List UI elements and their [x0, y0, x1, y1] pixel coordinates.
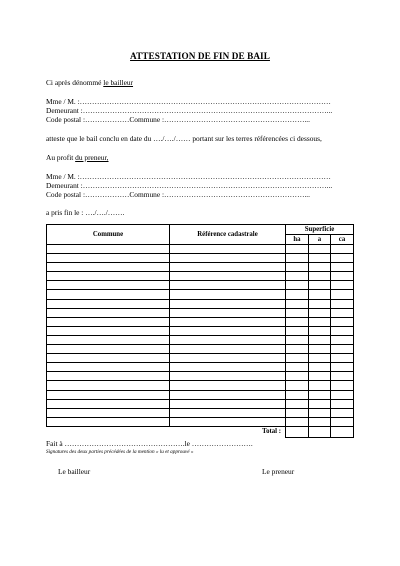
table-row	[47, 345, 354, 354]
column-a: a	[309, 235, 331, 245]
benefit-role: du preneur,	[75, 153, 109, 162]
ca-cell[interactable]	[331, 363, 354, 372]
lease-statement: atteste que le bail conclu en date du …./…./…… portant sur les terres référencées ci dessous,	[46, 134, 322, 143]
table-row	[47, 254, 354, 263]
commune-cell[interactable]	[47, 363, 170, 372]
ha-cell[interactable]	[286, 326, 309, 335]
table-row	[47, 245, 354, 254]
a-cell[interactable]	[309, 263, 331, 272]
reference-cell[interactable]	[170, 345, 286, 354]
reference-cell[interactable]	[170, 281, 286, 290]
total-ha-cell	[286, 426, 309, 437]
ca-cell[interactable]	[331, 326, 354, 335]
table-row	[47, 408, 354, 417]
reference-cell[interactable]	[170, 263, 286, 272]
table-body	[47, 245, 354, 427]
ha-cell[interactable]	[286, 290, 309, 299]
a-cell[interactable]	[309, 363, 331, 372]
table-row	[47, 354, 354, 363]
total-ca-cell	[331, 426, 354, 437]
table-row	[47, 399, 354, 408]
ha-cell[interactable]	[286, 372, 309, 381]
tenant-address-field: Demeurant :………………………………………………………………………………………...	[46, 181, 333, 190]
a-cell[interactable]	[309, 317, 331, 326]
a-cell[interactable]	[309, 281, 331, 290]
reference-cell[interactable]	[170, 417, 286, 426]
ha-cell[interactable]	[286, 354, 309, 363]
ha-cell[interactable]	[286, 245, 309, 254]
ha-cell[interactable]	[286, 399, 309, 408]
ha-cell[interactable]	[286, 272, 309, 281]
commune-cell[interactable]	[47, 345, 170, 354]
reference-cell[interactable]	[170, 363, 286, 372]
a-cell[interactable]	[309, 417, 331, 426]
table-header-row	[47, 225, 354, 235]
column-ca: ca	[331, 235, 354, 245]
landlord-postal-field: Code postal :………………Commune :…………………………………………………...	[46, 115, 311, 124]
table-row	[47, 308, 354, 317]
total-a-cell	[309, 426, 331, 437]
a-cell[interactable]	[309, 372, 331, 381]
ha-cell[interactable]	[286, 408, 309, 417]
end-date-line: a pris fin le : …./…./…….	[46, 208, 125, 217]
document-title: ATTESTATION DE FIN DE BAIL	[130, 51, 270, 61]
reference-cell[interactable]	[170, 308, 286, 317]
column-surface: Superficie	[286, 225, 354, 235]
commune-cell[interactable]	[47, 317, 170, 326]
ca-cell[interactable]	[331, 372, 354, 381]
reference-cell[interactable]	[170, 390, 286, 399]
column-reference: Référence cadastrale	[170, 225, 286, 245]
table-row	[47, 272, 354, 281]
reference-cell[interactable]	[170, 372, 286, 381]
ha-cell[interactable]	[286, 363, 309, 372]
ca-cell[interactable]	[331, 417, 354, 426]
ca-cell[interactable]	[331, 390, 354, 399]
commune-cell[interactable]	[47, 399, 170, 408]
commune-cell[interactable]	[47, 390, 170, 399]
table-row	[47, 363, 354, 372]
table-row	[47, 299, 354, 308]
table-row	[47, 290, 354, 299]
ha-cell[interactable]	[286, 381, 309, 390]
commune-cell[interactable]	[47, 290, 170, 299]
ca-cell[interactable]	[331, 399, 354, 408]
table-row	[47, 326, 354, 335]
a-cell[interactable]	[309, 308, 331, 317]
place-date-line: Fait à ………………………………………….le …………………….	[46, 439, 253, 448]
a-cell[interactable]	[309, 354, 331, 363]
column-commune: Commune	[47, 225, 170, 245]
commune-cell[interactable]	[47, 326, 170, 335]
ca-cell[interactable]	[331, 381, 354, 390]
benefit-prefix: Au profit	[46, 153, 76, 162]
intro-role: le bailleur	[103, 78, 134, 87]
a-cell[interactable]	[309, 272, 331, 281]
parcels-table	[46, 224, 354, 438]
table-row	[47, 335, 354, 344]
reference-cell[interactable]	[170, 272, 286, 281]
a-cell[interactable]	[309, 326, 331, 335]
commune-cell[interactable]	[47, 263, 170, 272]
commune-cell[interactable]	[47, 308, 170, 317]
a-cell[interactable]	[309, 254, 331, 263]
commune-cell[interactable]	[47, 272, 170, 281]
reference-cell[interactable]	[170, 354, 286, 363]
total-spacer	[47, 426, 170, 437]
signature-note: Signatures des deux parties précédées de la mention « lu et approuvé »	[46, 449, 194, 455]
a-cell[interactable]	[309, 335, 331, 344]
commune-cell[interactable]	[47, 354, 170, 363]
ca-cell[interactable]	[331, 308, 354, 317]
commune-cell[interactable]	[47, 245, 170, 254]
reference-cell[interactable]	[170, 399, 286, 408]
commune-cell[interactable]	[47, 381, 170, 390]
a-cell[interactable]	[309, 399, 331, 408]
a-cell[interactable]	[309, 408, 331, 417]
reference-cell[interactable]	[170, 381, 286, 390]
table-row	[47, 390, 354, 399]
a-cell[interactable]	[309, 290, 331, 299]
reference-cell[interactable]	[170, 335, 286, 344]
ha-cell[interactable]	[286, 263, 309, 272]
a-cell[interactable]	[309, 390, 331, 399]
reference-cell[interactable]	[170, 290, 286, 299]
ca-cell[interactable]	[331, 290, 354, 299]
commune-cell[interactable]	[47, 254, 170, 263]
ca-cell[interactable]	[331, 408, 354, 417]
tenant-name-field: Mme / M. :…………………………………………………………………………………………	[46, 172, 331, 181]
ca-cell[interactable]	[331, 254, 354, 263]
ha-cell[interactable]	[286, 308, 309, 317]
reference-cell[interactable]	[170, 408, 286, 417]
table-row	[47, 281, 354, 290]
ha-cell[interactable]	[286, 254, 309, 263]
reference-cell[interactable]	[170, 326, 286, 335]
commune-cell[interactable]	[47, 408, 170, 417]
ca-cell[interactable]	[331, 317, 354, 326]
commune-cell[interactable]	[47, 417, 170, 426]
signature-tenant: Le preneur	[262, 467, 295, 476]
table-row	[47, 417, 354, 426]
intro-prefix: Ci après dénommé	[46, 78, 104, 87]
a-cell[interactable]	[309, 299, 331, 308]
ha-cell[interactable]	[286, 299, 309, 308]
ha-cell[interactable]	[286, 317, 309, 326]
landlord-name-field: Mme / M. :…………………………………………………………………………………………	[46, 97, 331, 106]
ca-cell[interactable]	[331, 345, 354, 354]
commune-cell[interactable]	[47, 281, 170, 290]
ca-cell[interactable]	[331, 272, 354, 281]
intro-line	[46, 78, 133, 87]
column-ha: ha	[286, 235, 309, 245]
commune-cell[interactable]	[47, 335, 170, 344]
ca-cell[interactable]	[331, 299, 354, 308]
ca-cell[interactable]	[331, 281, 354, 290]
tenant-postal-field: Code postal :………………Commune :…………………………………………………...	[46, 190, 311, 199]
reference-cell[interactable]	[170, 317, 286, 326]
benefit-line	[46, 153, 109, 162]
total-label: Total :	[262, 428, 281, 436]
a-cell[interactable]	[309, 245, 331, 254]
commune-cell[interactable]	[47, 299, 170, 308]
ha-cell[interactable]	[286, 417, 309, 426]
ca-cell[interactable]	[331, 354, 354, 363]
table-row	[47, 372, 354, 381]
reference-cell[interactable]	[170, 254, 286, 263]
ca-cell[interactable]	[331, 263, 354, 272]
ha-cell[interactable]	[286, 335, 309, 344]
ha-cell[interactable]	[286, 390, 309, 399]
ca-cell[interactable]	[331, 245, 354, 254]
table-row	[47, 317, 354, 326]
reference-cell[interactable]	[170, 245, 286, 254]
total-row	[47, 426, 354, 437]
signature-landlord: Le bailleur	[58, 467, 91, 476]
a-cell[interactable]	[309, 381, 331, 390]
ha-cell[interactable]	[286, 281, 309, 290]
ha-cell[interactable]	[286, 345, 309, 354]
table-row	[47, 263, 354, 272]
table-row	[47, 381, 354, 390]
reference-cell[interactable]	[170, 299, 286, 308]
ca-cell[interactable]	[331, 335, 354, 344]
landlord-address-field: Demeurant :………………………………………………………………………………………...	[46, 106, 333, 115]
commune-cell[interactable]	[47, 372, 170, 381]
a-cell[interactable]	[309, 345, 331, 354]
